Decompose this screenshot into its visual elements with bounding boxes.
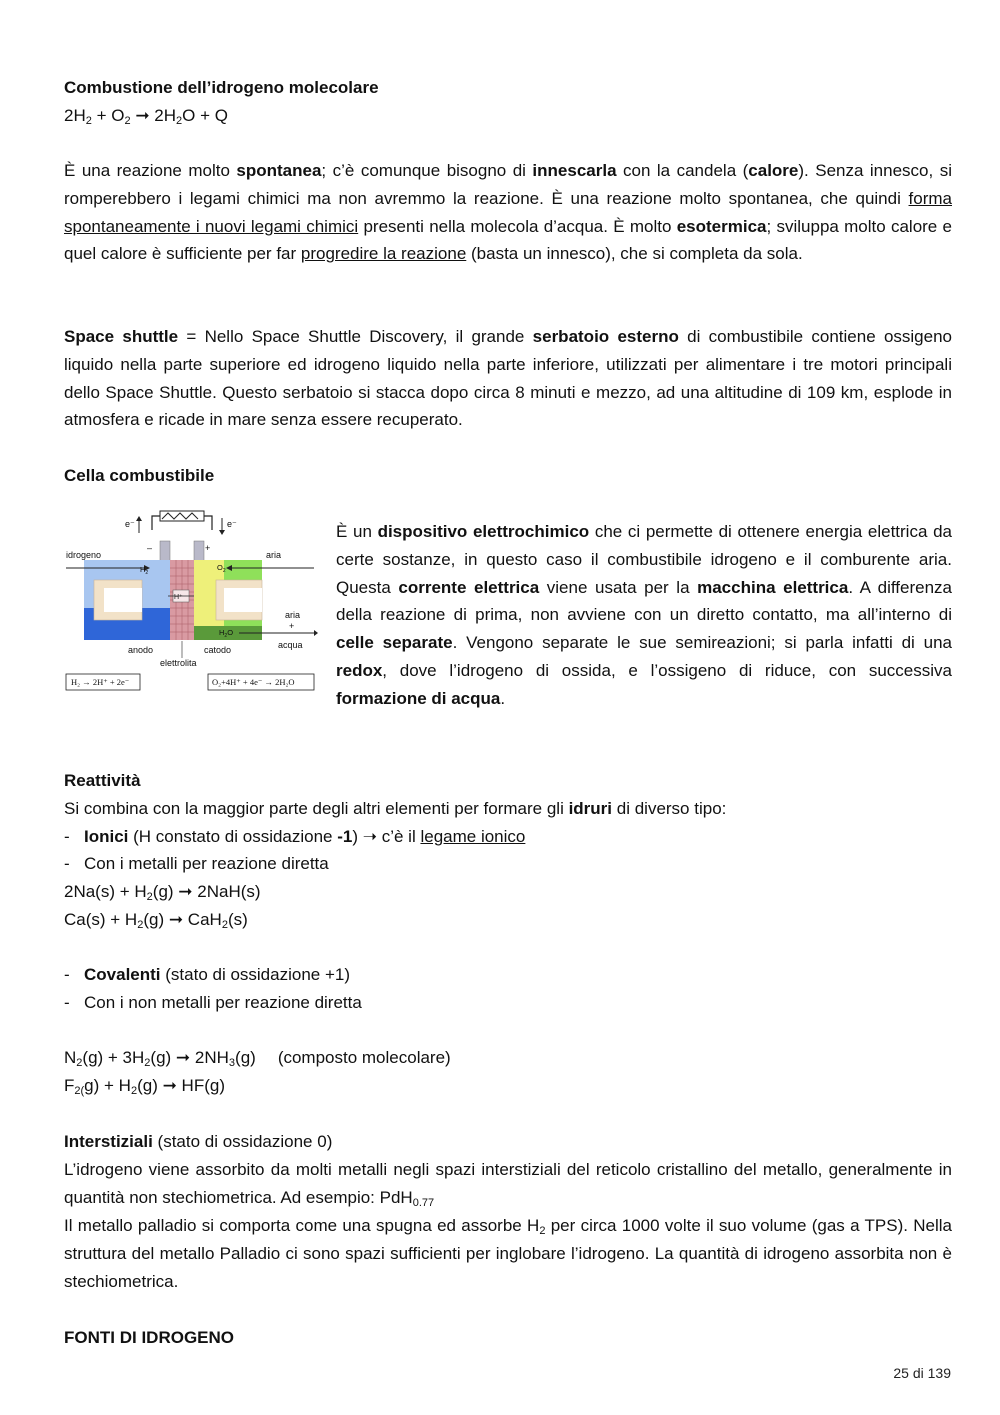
interstitial-paragraph-2: Il metallo palladio si comporta come una spugna ed assorbe $H_2$ per circa 1000 volte il suo volume (gas a TPS). Nella struttura del metallo Palladio ci sono spazi sufficienti per inglobare l’idrogeno. La quantità di idrogeno assorbita non è stechiometrica. [64,1216,952,1291]
fuel-cell-paragraph: È un dispositivo elettrochimico che ci permette di ottenere energia elettrica da certe sostanze, in questo caso il combustibile idrogeno e il comburente aria. Questa corrente elettrica viene usata per la macchina elettrica. A differenza della reazione di prima, non avviene con un diretto contatto, ma all’interno di celle separate. Vengono separate le sue semireazioni; si parla infatti di una redox, dove l’idrogeno di ossida, e l’ossigeno di riduce, con successiva formazione di acqua. [336,522,952,708]
list-item-covalent: - Covalenti (stato di ossidazione +1) [64,965,350,984]
electron-left-label: e⁻ [125,519,135,529]
list-item-ionic: - Ionici (H constato di ossidazione -1) ➝ c’è il legame ionico [64,827,526,846]
combustion-equation: $2H_2 + O_2$ ➞ $2H_2O + Q$ [64,106,228,127]
electron-right-label: e⁻ [227,519,237,529]
fuel-cell-diagram [64,508,318,698]
interstitial-paragraph-1: L’idrogeno viene assorbito da molti metalli negli spazi interstiziali del reticolo cristallino del metallo, generalmente in quantità non stechiometrica. Ad esempio: PdH$_{0.77}$ [64,1160,952,1209]
section-title-combustion: Combustione dell’idrogeno molecolare [64,78,379,97]
page-number: 25 di 139 [893,1365,951,1381]
idrogeno-label: idrogeno [66,550,102,560]
h2-label: $H_2$ [140,565,149,576]
acqua-label: acqua [278,640,303,650]
anode-half-reaction: H₂ → 2H⁺ + 2e⁻ [71,677,130,687]
interstitial-heading: Interstiziali (stato di ossidazione 0) [64,1132,333,1151]
equation-cah2: $Ca(s) + H_2(g)$ ➞ CaH$_2$(s) [64,910,248,931]
shuttle-paragraph: Space shuttle = Nello Space Shuttle Discovery, il grande serbatoio esterno di combustibile contiene ossigeno liquido nella parte superiore ed idrogeno liquido nella parte inferiore, utilizzati per alimentare i tre motori principali dello Space Shuttle. Questo serbatoio si stacca dopo circa 8 minuti e mezzo, ad una altitudine di 109 km, esplode in atmosfera e ricade in mare senza essere recuperato. [64,327,952,430]
catodo-label: catodo [204,645,232,655]
section-title-reactivity: Reattività [64,771,141,790]
anodo-label: anodo [128,645,154,655]
hplus-label: H⁺ [174,594,183,601]
combustion-paragraph: È una reazione molto spontanea; c’è comunque bisogno di innescarla con la candela (calore). Senza innesco, si romperebbero i legami chimici ma non avremmo la reazione. È una reazione molto spontanea, che quindi forma spontaneamente i nuovi legami chimici presenti nella molecola d’acqua. È molto esotermica; sviluppa molto calore e quel calore è sufficiente per far progredire la reazione (basta un innesco), che si completa da sola. [64,161,952,264]
cathode-half-reaction: O₂+4H⁺ + 4e⁻ → 2H₂O [212,677,295,687]
equation-hf: $F_{2(}g) + H_2(g)$ ➞ HF(g) [64,1076,225,1097]
elettrolita-label: elettrolita [160,658,197,668]
reactivity-intro: Si combina con la maggior parte degli altri elementi per formare gli idruri di diverso tipo: [64,799,727,818]
list-item-metals: - Con i metalli per reazione diretta [64,854,329,873]
section-title-fuel-cell: Cella combustibile [64,466,215,485]
o2-label: $O_2$ [217,563,226,574]
equation-nh3: $N_2(g) + 3H_2(g)$ ➞ $2NH_3(g)$ (composto molecolare) [64,1048,451,1069]
aria-out-label: aria [285,610,301,620]
list-item-nonmetals: - Con i non metalli per reazione diretta [64,993,362,1012]
equation-nah: $2Na(s) + H_2(g)$ ➞ 2NaH(s) [64,882,261,903]
aria-top-label: aria [266,550,282,560]
plus-out-label: + [289,621,295,631]
h2o-label: $H_2O$ [219,628,234,639]
minus-label: – [147,543,153,553]
section-title-sources: FONTI DI IDROGENO [64,1328,234,1347]
plus-label: + [205,543,211,553]
